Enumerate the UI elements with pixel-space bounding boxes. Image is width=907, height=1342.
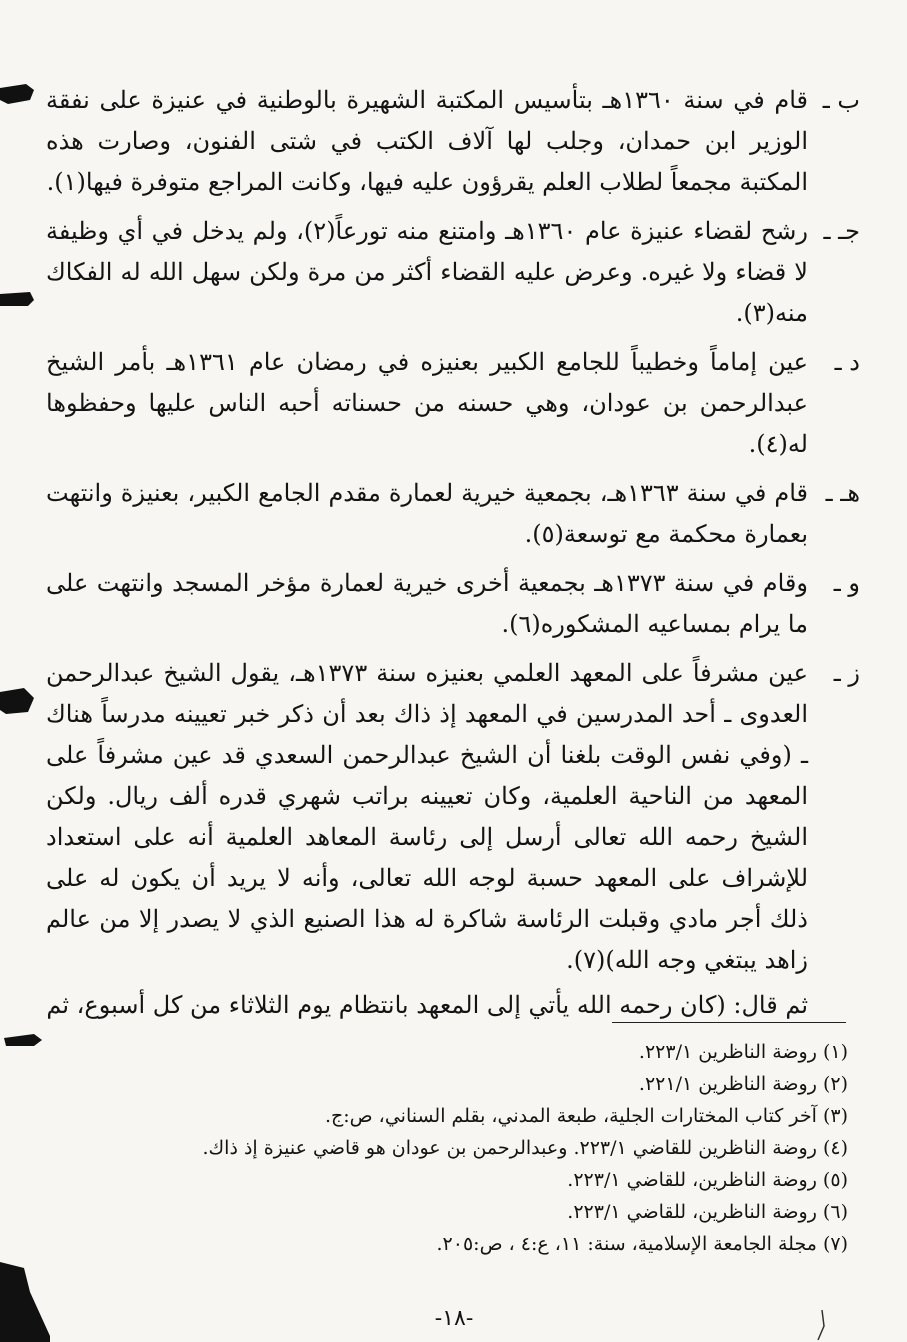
item-text: رشح لقضاء عنيزة عام ١٣٦٠هـ وامتنع منه تورعاً(٢)، ولم يدخل في أي وظيفة لا قضاء ولا غيره. وعرض عليه القضاء أكثر من مرة ولكن سهل الله له الفكاك منه(٣). <box>46 217 809 327</box>
item-text: قام في سنة ١٣٦٣هـ، بجمعية خيرية لعمارة مقدم الجامع الكبير، بعنيزة وانتهت بعمارة محكمة مع توسعة(٥). <box>46 479 808 548</box>
main-text <box>46 80 860 1026</box>
list-item <box>46 563 860 645</box>
item-text: قام في سنة ١٣٦٠هـ بتأسيس المكتبة الشهيرة بالوطنية في عنيزة على نفقة الوزير ابن حمدان، وجلب لها آلاف الكتب في شتى الفنون، وصارت هذه المكتبة مجمعاً لطلاب العلم يقرؤون عليه فيها، وكانت المراجع متوفرة فيها(١). <box>46 86 808 196</box>
item-label: و ـ <box>833 569 860 597</box>
list-item <box>46 473 860 555</box>
item-text: عين إماماً وخطيباً للجامع الكبير بعنيزه في رمضان عام ١٣٦١هـ بأمر الشيخ عبدالرحمن بن عودان، وهي حسنه من حسناته أحبه الناس عليها وحفظوها له(٤). <box>46 348 809 458</box>
scan-mark <box>0 686 36 718</box>
item-label: جـ ـ <box>823 217 860 245</box>
footnote: (٣) آخر كتاب المختارات الجلية، طبعة المدني، بقلم السناني، ص:ج. <box>324 1105 848 1127</box>
list-item <box>46 342 860 465</box>
footnote-divider <box>612 1022 846 1023</box>
list-item <box>46 211 860 334</box>
scan-mark <box>0 1262 54 1342</box>
list-item <box>46 653 860 981</box>
scan-mark <box>0 288 36 312</box>
scan-mark <box>812 1310 832 1342</box>
item-text: عين مشرفاً على المعهد العلمي بعنيزه سنة ١٣٧٣هـ، يقول الشيخ عبدالرحمن العدوى ـ أحد المدرسين في المعهد إذ ذاك بعد أن ذكر خبر تعيينه مدرساً هناك ـ (وفي نفس الوقت بلغنا أن الشيخ عبدالرحمن السعدي قد عين مشرفاً على المعهد من الناحية العلمية، وكان تعيينه براتب شهري قدره ألف ريال. ولكن الشيخ رحمه الله تعالى أرسل إلى رئاسة المعاهد العلمية أنه على استعداد للإشراف على المعهد حسبة لوجه الله تعالى، وأنه لا يريد أن يكون له على ذلك أجر مادي وقبلت الرئاسة شاكرة له هذا الصنيع الذي لا يصدر إلا من عالم زاهد يبتغي وجه الله)(٧). <box>46 659 809 974</box>
item-label: ز ـ <box>833 659 860 687</box>
footnote: (٧) مجلة الجامعة الإسلامية، سنة: ١١، ع:٤ ، ص:٢٠٥. <box>436 1233 848 1255</box>
footnote: (٤) روضة الناظرين للقاضي ٢٢٣/١. وعبدالرحمن بن عودان هو قاضي عنيزة إذ ذاك. <box>202 1137 848 1159</box>
scan-mark <box>0 80 36 110</box>
item-label: د ـ <box>834 348 860 376</box>
list-item <box>46 80 860 203</box>
item-label: ب ـ <box>822 86 860 114</box>
footnote: (٥) روضة الناظرين، للقاضي ٢٢٣/١. <box>567 1169 848 1191</box>
footnote: (٦) روضة الناظرين، للقاضي ٢٢٣/١. <box>567 1201 848 1223</box>
page-number: -١٨- <box>434 1306 474 1331</box>
footnote: (٢) روضة الناظرين ٢٢١/١. <box>638 1073 848 1095</box>
footnotes <box>120 1036 848 1260</box>
item-text: وقام في سنة ١٣٧٣هـ بجمعية أخرى خيرية لعمارة مؤخر المسجد وانتهت على ما يرام بمساعيه المشكوره(٦). <box>46 569 808 638</box>
footnote: (١) روضة الناظرين ٢٢٣/١. <box>638 1041 848 1063</box>
continuation-paragraph: ثم قال: (كان رحمه الله يأتي إلى المعهد بانتظام يوم الثلاثاء من كل أسبوع، ثم <box>46 991 808 1019</box>
item-label: هـ ـ <box>825 479 860 507</box>
scan-mark <box>4 1030 44 1052</box>
